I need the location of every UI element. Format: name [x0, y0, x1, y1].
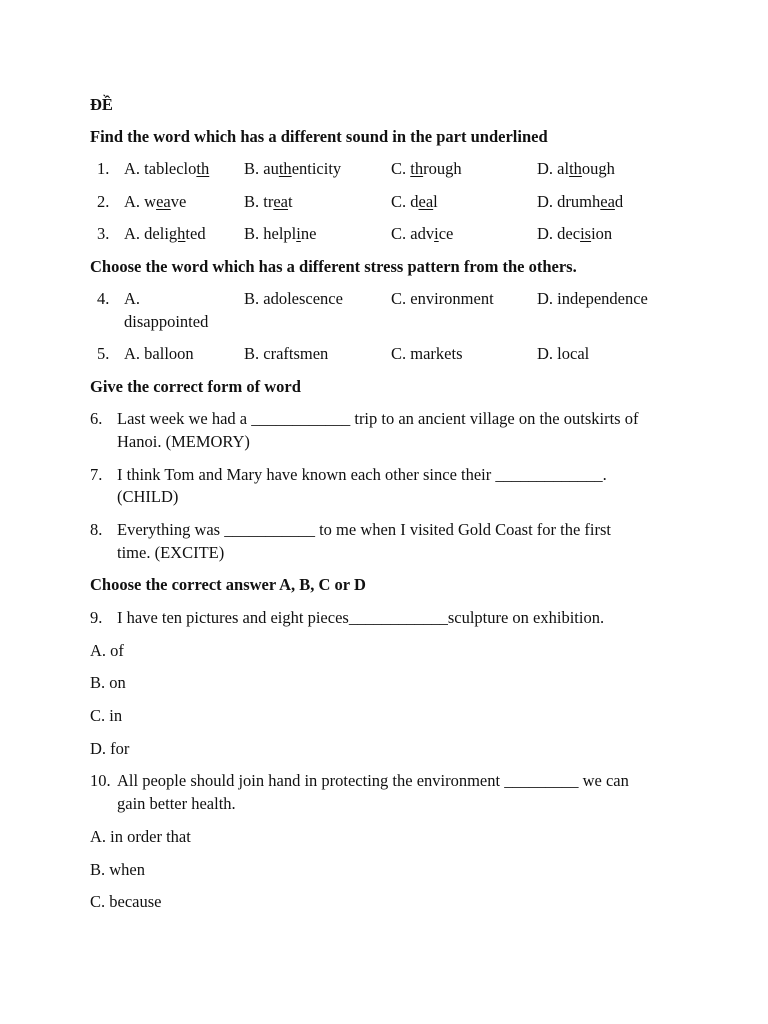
- answer-option-c: C. because: [90, 892, 162, 911]
- option-a: A. weave: [124, 192, 187, 211]
- answer-option-d: D. for: [90, 739, 130, 758]
- document-title: ĐỀ: [90, 95, 113, 114]
- option-a: A.: [124, 289, 141, 308]
- section4-heading: Choose the correct answer A, B, C or D: [90, 575, 366, 594]
- section1-heading: Find the word which has a different sound in the part underlined: [90, 127, 548, 146]
- option-c: C. through: [391, 159, 462, 178]
- question-text: Last week we had a ____________ trip to an ancient village on the outskirts of: [117, 409, 639, 428]
- option-c: C. deal: [391, 192, 438, 211]
- answer-option-b: B. on: [90, 673, 126, 692]
- option-d: D. local: [537, 344, 590, 363]
- option-a-word: disappointed: [124, 312, 209, 331]
- section2-heading: Choose the word which has a different stress pattern from the others.: [90, 257, 577, 276]
- option-d: D. independence: [537, 289, 648, 308]
- question-number: 9.: [90, 608, 103, 627]
- option-a: A. tablecloth: [124, 159, 210, 178]
- answer-option-a: A. of: [90, 641, 124, 660]
- question-text-cont: (CHILD): [117, 487, 179, 506]
- question-text: All people should join hand in protecting the environment _________ we can: [117, 771, 629, 790]
- option-b: B. treat: [244, 192, 293, 211]
- option-d: D. decision: [537, 224, 613, 243]
- option-c: C. markets: [391, 344, 463, 363]
- option-a: A. delighted: [124, 224, 206, 243]
- section3-heading: Give the correct form of word: [90, 377, 301, 396]
- question-number: 8.: [90, 520, 103, 539]
- option-b: B. adolescence: [244, 289, 343, 308]
- question-text-cont: Hanoi. (MEMORY): [117, 432, 250, 451]
- option-b: B. authenticity: [244, 159, 342, 178]
- answer-option-a: A. in order that: [90, 827, 191, 846]
- option-b: B. craftsmen: [244, 344, 329, 363]
- question-number: 4.: [97, 289, 110, 308]
- question-number: 10.: [90, 771, 111, 790]
- option-d: D. although: [537, 159, 615, 178]
- option-b: B. helpline: [244, 224, 317, 243]
- question-number: 3.: [97, 224, 110, 243]
- answer-option-c: C. in: [90, 706, 123, 725]
- question-text: I think Tom and Mary have known each other since their _____________.: [117, 465, 607, 484]
- question-number: 5.: [97, 344, 110, 363]
- question-text-cont: gain better health.: [117, 794, 236, 813]
- option-c: C. environment: [391, 289, 494, 308]
- question-text: I have ten pictures and eight pieces____________sculpture on exhibition.: [117, 608, 605, 627]
- option-d: D. drumhead: [537, 192, 624, 211]
- question-number: 6.: [90, 409, 103, 428]
- question-number: 2.: [97, 192, 110, 211]
- option-c: C. advice: [391, 224, 454, 243]
- question-number: 7.: [90, 465, 103, 484]
- question-number: 1.: [97, 159, 110, 178]
- question-text: Everything was ___________ to me when I visited Gold Coast for the first: [117, 520, 612, 539]
- option-a: A. balloon: [124, 344, 194, 363]
- answer-option-b: B. when: [90, 860, 145, 879]
- question-text-cont: time. (EXCITE): [117, 543, 225, 562]
